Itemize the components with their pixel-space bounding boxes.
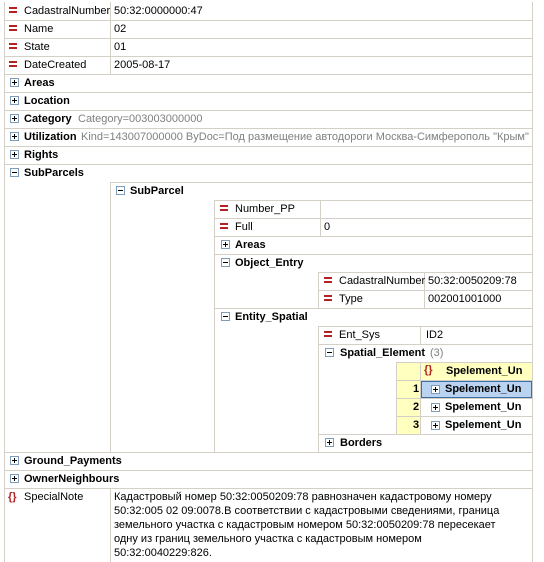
braces-icon: {} bbox=[8, 491, 17, 503]
section-label: SubParcels bbox=[24, 167, 84, 179]
section-label: OwnerNeighbours bbox=[24, 473, 120, 485]
braces-icon: {} bbox=[424, 364, 433, 376]
field-key: DateCreated bbox=[24, 59, 87, 71]
expand-icon[interactable] bbox=[10, 456, 19, 465]
expand-icon[interactable] bbox=[431, 403, 440, 412]
collapse-icon[interactable] bbox=[325, 348, 334, 357]
field-key: Number_PP bbox=[235, 203, 295, 215]
row-number: 2 bbox=[413, 401, 420, 413]
element-icon bbox=[324, 277, 332, 284]
row-label: Spelement_Un bbox=[445, 401, 522, 413]
row-label: Spelement_Un bbox=[445, 383, 522, 395]
section-label: Borders bbox=[340, 437, 383, 449]
note-line: одну из границ земельного участка с кадастровым номером bbox=[114, 533, 422, 545]
expand-icon[interactable] bbox=[10, 132, 19, 141]
expand-icon[interactable] bbox=[10, 474, 19, 483]
collapse-icon[interactable] bbox=[10, 168, 19, 177]
note-line: Кадастровый номер 50:32:0050209:78 равнозначен кадастровому номеру bbox=[114, 491, 492, 503]
field-key: CadastralNumber bbox=[339, 275, 426, 287]
section-label: Ground_Payments bbox=[24, 455, 122, 467]
field-key: Ent_Sys bbox=[339, 329, 380, 341]
section-label: Spatial_Element bbox=[340, 347, 425, 359]
field-value[interactable]: 002001001000 bbox=[428, 293, 502, 305]
section-label: Object_Entry bbox=[235, 257, 304, 269]
field-value[interactable]: 01 bbox=[114, 41, 127, 53]
field-key: Type bbox=[339, 293, 363, 305]
column-header: Spelement_Un bbox=[446, 365, 523, 377]
element-icon bbox=[9, 25, 17, 32]
section-summary: Kind=143007000000 ByDoc=Под размещение автодороги Москва-Симферополь "Крым" bbox=[81, 131, 529, 143]
note-line: земельного участка с кадастровым номером 50:32:0050209:78 пересекает bbox=[114, 519, 496, 531]
expand-icon[interactable] bbox=[10, 78, 19, 87]
note-line: 50:32:005 02 09:0078.В соответствии с кадастровыми сведениями, граница bbox=[114, 505, 500, 517]
field-value[interactable]: 0 bbox=[324, 221, 331, 233]
subparcel-label: SubParcel bbox=[130, 185, 184, 197]
section-label: Areas bbox=[235, 239, 266, 251]
expand-icon[interactable] bbox=[431, 385, 440, 394]
section-label: Rights bbox=[24, 149, 59, 161]
field-value[interactable]: 2005-08-17 bbox=[114, 59, 171, 71]
section-label: Category bbox=[24, 113, 72, 125]
row-number: 1 bbox=[413, 383, 420, 395]
section-count: (3) bbox=[430, 347, 444, 359]
expand-icon[interactable] bbox=[10, 114, 19, 123]
field-key: Full bbox=[235, 221, 253, 233]
element-icon bbox=[220, 205, 228, 212]
section-label: Areas bbox=[24, 77, 55, 89]
note-line: 50:32:0040229:826. bbox=[114, 547, 212, 559]
row-label: Spelement_Un bbox=[445, 419, 522, 431]
expand-icon[interactable] bbox=[221, 240, 230, 249]
field-value[interactable]: 50:32:0050209:78 bbox=[428, 275, 517, 287]
field-value[interactable]: ID2 bbox=[426, 329, 444, 341]
element-icon bbox=[324, 295, 332, 302]
element-icon bbox=[9, 61, 17, 68]
section-label: Entity_Spatial bbox=[235, 311, 308, 323]
expand-icon[interactable] bbox=[431, 421, 440, 430]
element-icon bbox=[9, 7, 17, 14]
expand-icon[interactable] bbox=[10, 96, 19, 105]
field-key: SpecialNote bbox=[24, 491, 84, 503]
element-icon bbox=[324, 331, 332, 338]
expand-icon[interactable] bbox=[325, 438, 334, 447]
field-key: Name bbox=[24, 23, 54, 35]
row-number: 3 bbox=[413, 419, 420, 431]
collapse-icon[interactable] bbox=[221, 258, 230, 267]
element-icon bbox=[9, 43, 17, 50]
collapse-icon[interactable] bbox=[116, 186, 125, 195]
section-summary: Category=003003000000 bbox=[78, 113, 203, 125]
section-label: Utilization bbox=[24, 131, 77, 143]
field-key: CadastralNumber bbox=[24, 5, 111, 17]
field-value[interactable]: 50:32:0000000:47 bbox=[114, 5, 203, 17]
collapse-icon[interactable] bbox=[221, 312, 230, 321]
element-icon bbox=[220, 223, 228, 230]
field-value[interactable]: 02 bbox=[114, 23, 127, 35]
field-key: State bbox=[24, 41, 50, 53]
section-label: Location bbox=[24, 95, 70, 107]
expand-icon[interactable] bbox=[10, 150, 19, 159]
